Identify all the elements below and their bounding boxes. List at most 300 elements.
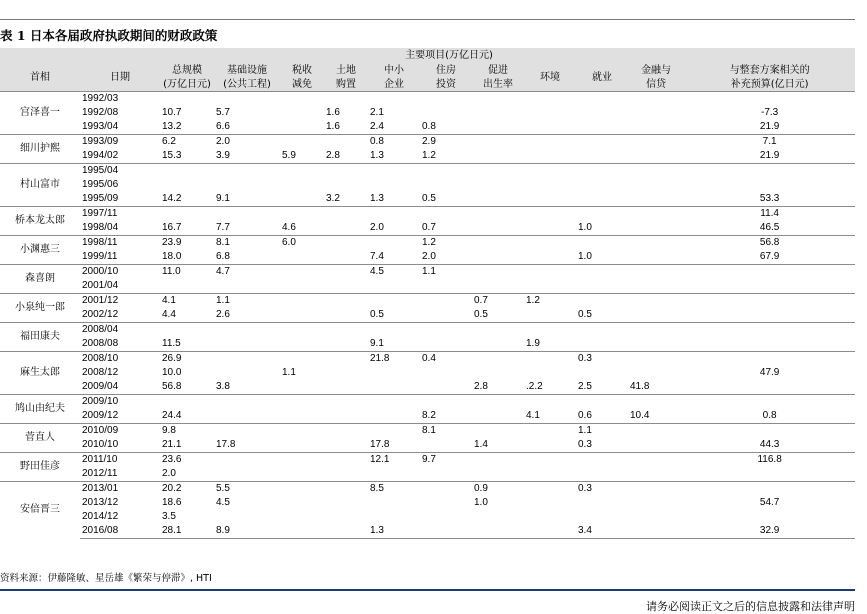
- value-cell: 9.8: [160, 424, 214, 439]
- pm-name-cell: 小泉纯一郎: [0, 294, 80, 323]
- value-cell: [576, 510, 628, 524]
- value-cell: [280, 424, 324, 439]
- value-cell: 4.1: [526, 410, 540, 421]
- table-caption: 表 1 日本各届政府执政期间的财政政策: [0, 28, 218, 43]
- value-cell: 1.3: [370, 150, 384, 161]
- value-cell: [420, 164, 472, 179]
- date-cell: 1997/11: [80, 207, 160, 222]
- value-cell: [160, 92, 214, 107]
- date-cell: 1992/08: [82, 107, 119, 118]
- date-cell: 2014/12: [82, 511, 119, 522]
- value-cell: 0.9: [472, 482, 524, 497]
- date-cell: 2009/10: [80, 395, 160, 410]
- date-header: 日期: [80, 63, 160, 92]
- value-cell: 1.2: [524, 294, 576, 309]
- table-body: [0, 92, 855, 539]
- value-cell: 13.2: [162, 121, 182, 132]
- value-cell: 0.8: [422, 121, 436, 132]
- value-cell: [214, 467, 280, 482]
- value-cell: 3.8: [216, 381, 230, 392]
- total-header: 总规模: [160, 63, 214, 77]
- value-cell: [576, 323, 628, 338]
- date-cell: 1995/04: [80, 164, 160, 179]
- value-cell: 0.5: [422, 193, 436, 204]
- value-cell: 9.1: [216, 193, 230, 204]
- value-cell: 6.6: [216, 121, 230, 132]
- tax-header-sub: 减免: [280, 77, 324, 92]
- value-cell: [576, 149, 628, 164]
- value-cell: [628, 366, 684, 380]
- value-cell: [280, 120, 324, 135]
- table-row: [0, 467, 855, 482]
- value-cell: [420, 366, 472, 380]
- value-cell: 4.7: [214, 265, 280, 280]
- value-cell: [628, 120, 684, 135]
- value-cell: 1.1: [576, 424, 628, 439]
- value-cell: [280, 337, 324, 352]
- value-cell: 17.8: [216, 439, 236, 450]
- value-cell: 3.5: [162, 511, 176, 522]
- date-cell: 2008/08: [82, 338, 119, 349]
- value-cell: [324, 467, 368, 482]
- pm-name-cell: 野田佳彦: [0, 453, 80, 482]
- value-cell: 0.5: [578, 309, 592, 320]
- value-cell: 1.4: [474, 439, 488, 450]
- value-cell: [524, 323, 576, 338]
- value-cell: [280, 178, 324, 192]
- value-cell: [684, 265, 855, 280]
- value-cell: [472, 453, 524, 468]
- tax-header: 税收: [280, 63, 324, 77]
- value-cell: [280, 395, 324, 410]
- value-cell: [472, 279, 524, 294]
- table-row: [0, 366, 855, 380]
- value-cell: [576, 337, 628, 352]
- value-cell: [324, 265, 368, 280]
- total-header-unit: (万亿日元): [160, 77, 214, 92]
- date-cell: 2011/10: [80, 453, 160, 468]
- date-cell: 1993/09: [80, 135, 160, 150]
- value-cell: [160, 395, 214, 410]
- table-row: [0, 510, 855, 524]
- pm-header: 首相: [0, 63, 80, 92]
- value-cell: [214, 323, 280, 338]
- value-cell: [576, 120, 628, 135]
- table-row: [0, 164, 855, 179]
- value-cell: 32.9: [684, 524, 855, 539]
- value-cell: [524, 366, 576, 380]
- value-cell: 1.1: [282, 367, 296, 378]
- value-cell: [472, 178, 524, 192]
- value-cell: [420, 308, 472, 323]
- value-cell: [524, 236, 576, 251]
- date-cell: 2010/10: [82, 439, 119, 450]
- value-cell: [368, 395, 420, 410]
- value-cell: [324, 482, 368, 497]
- date-cell: 1998/11: [80, 236, 160, 251]
- value-cell: [524, 524, 576, 539]
- table-row: [0, 294, 855, 309]
- value-cell: [324, 337, 368, 352]
- value-cell: [628, 207, 684, 222]
- value-cell: [628, 482, 684, 497]
- value-cell: [472, 164, 524, 179]
- value-cell: 7.7: [216, 222, 230, 233]
- value-cell: [280, 453, 324, 468]
- value-cell: 1.1: [420, 265, 472, 280]
- table-row: [0, 265, 855, 280]
- value-cell: [214, 207, 280, 222]
- value-cell: [524, 279, 576, 294]
- table-row: [0, 524, 855, 539]
- value-cell: [280, 524, 324, 539]
- value-cell: 1.6: [326, 121, 340, 132]
- table-row: [0, 380, 855, 395]
- value-cell: [628, 92, 684, 107]
- value-cell: 6.0: [280, 236, 324, 251]
- value-cell: [628, 221, 684, 236]
- value-cell: 47.9: [759, 367, 780, 378]
- value-cell: 8.5: [368, 482, 420, 497]
- sme-header-sub: 企业: [368, 77, 420, 92]
- value-cell: [628, 236, 684, 251]
- value-cell: 21.9: [759, 121, 780, 132]
- value-cell: [524, 496, 576, 510]
- value-cell: 9.7: [420, 453, 472, 468]
- value-cell: 2.0: [422, 251, 436, 262]
- value-cell: [524, 207, 576, 222]
- table-row: [0, 424, 855, 439]
- value-cell: [684, 178, 855, 192]
- value-cell: [214, 279, 280, 294]
- value-cell: 54.7: [759, 497, 780, 508]
- value-cell: [324, 366, 368, 380]
- value-cell: [214, 92, 280, 107]
- value-cell: [628, 279, 684, 294]
- value-cell: [214, 424, 280, 439]
- value-cell: [368, 279, 420, 294]
- value-cell: [368, 207, 420, 222]
- value-cell: [472, 409, 524, 424]
- birthrate-header-sub: 出生率: [472, 77, 524, 92]
- value-cell: [628, 337, 684, 352]
- date-cell: 1998/04: [82, 222, 119, 233]
- value-cell: [420, 380, 472, 395]
- value-cell: 17.8: [370, 439, 390, 450]
- value-cell: 1.2: [422, 150, 436, 161]
- value-cell: [324, 207, 368, 222]
- value-cell: [472, 221, 524, 236]
- value-cell: 6.2: [160, 135, 214, 150]
- table-row: [0, 178, 855, 192]
- housing-header: 住房: [420, 63, 472, 77]
- pm-name-cell: 桥本龙太郎: [0, 207, 80, 236]
- housing-header-sub: 投资: [420, 77, 472, 92]
- value-cell: [628, 294, 684, 309]
- infra-header-sub: (公共工程): [214, 77, 280, 92]
- value-cell: [324, 178, 368, 192]
- value-cell: [324, 395, 368, 410]
- disclaimer-note: 请务必阅读正文之后的信息披露和法律声明: [646, 600, 855, 613]
- date-cell: 1999/11: [82, 251, 118, 262]
- table-row: [0, 149, 855, 164]
- value-cell: 1.2: [420, 236, 472, 251]
- value-cell: [472, 92, 524, 107]
- value-cell: [472, 236, 524, 251]
- value-cell: [576, 467, 628, 482]
- value-cell: [684, 395, 855, 410]
- value-cell: 10.0: [162, 367, 182, 378]
- value-cell: [524, 106, 576, 120]
- date-cell: 1995/09: [82, 193, 119, 204]
- value-cell: [472, 366, 524, 380]
- value-cell: [420, 178, 472, 192]
- pm-name-cell: 村山富市: [0, 164, 80, 207]
- value-cell: [420, 496, 472, 510]
- value-cell: 11.0: [160, 265, 214, 280]
- table-row: [0, 221, 855, 236]
- value-cell: 2.0: [214, 135, 280, 150]
- value-cell: 1.0: [474, 497, 488, 508]
- value-cell: [160, 178, 214, 192]
- value-cell: 11.4: [684, 207, 855, 222]
- value-cell: [524, 135, 576, 150]
- value-cell: [280, 438, 324, 453]
- value-cell: [280, 279, 324, 294]
- value-cell: [280, 294, 324, 309]
- value-cell: 4.4: [162, 309, 176, 320]
- table-row: [0, 409, 855, 424]
- finance-header-sub: 信贷: [628, 77, 684, 92]
- value-cell: [160, 323, 214, 338]
- fiscal-policy-table: [0, 48, 855, 539]
- value-cell: 3.2: [326, 193, 340, 204]
- value-cell: 7.4: [370, 251, 384, 262]
- value-cell: [420, 294, 472, 309]
- date-cell: 2008/04: [80, 323, 160, 338]
- value-cell: [472, 265, 524, 280]
- value-cell: 56.8: [684, 236, 855, 251]
- value-cell: 0.3: [578, 439, 592, 450]
- value-cell: [368, 496, 420, 510]
- value-cell: 10.4: [630, 410, 650, 421]
- value-cell: [524, 149, 576, 164]
- value-cell: [524, 308, 576, 323]
- value-cell: 8.2: [422, 410, 436, 421]
- value-cell: [684, 424, 855, 439]
- value-cell: 20.2: [160, 482, 214, 497]
- table-row: [0, 120, 855, 135]
- value-cell: [576, 192, 628, 207]
- value-cell: [324, 323, 368, 338]
- value-cell: [628, 192, 684, 207]
- pm-name-cell: 菅直人: [0, 424, 80, 453]
- value-cell: [472, 395, 524, 410]
- value-cell: [628, 164, 684, 179]
- pm-name-cell: 鸠山由纪夫: [0, 395, 80, 424]
- pm-name-cell: 安倍晋三: [0, 482, 80, 539]
- value-cell: [368, 92, 420, 107]
- value-cell: [628, 265, 684, 280]
- value-cell: 4.5: [216, 497, 230, 508]
- value-cell: [214, 453, 280, 468]
- pm-name-cell: 细川护熙: [0, 135, 80, 164]
- value-cell: 21.1: [162, 439, 182, 450]
- value-cell: 12.1: [368, 453, 420, 468]
- value-cell: 1.3: [368, 524, 420, 539]
- value-cell: [420, 510, 472, 524]
- value-cell: [324, 236, 368, 251]
- date-cell: 1995/06: [82, 179, 119, 190]
- value-cell: 0.5: [474, 309, 488, 320]
- value-cell: [524, 265, 576, 280]
- value-cell: [214, 366, 280, 380]
- value-cell: [576, 265, 628, 280]
- value-cell: 5.5: [214, 482, 280, 497]
- value-cell: [628, 149, 684, 164]
- value-cell: [472, 135, 524, 150]
- table-row: [0, 496, 855, 510]
- value-cell: 41.8: [630, 381, 650, 392]
- date-cell: 2010/09: [80, 424, 160, 439]
- table-row: [0, 92, 855, 107]
- value-cell: [420, 438, 472, 453]
- value-cell: [324, 352, 368, 367]
- value-cell: [368, 380, 420, 395]
- date-cell: 2000/10: [80, 265, 160, 280]
- value-cell: [280, 409, 324, 424]
- value-cell: [420, 279, 472, 294]
- value-cell: [280, 467, 324, 482]
- pm-name-cell: 宫泽喜一: [0, 92, 80, 135]
- value-cell: [524, 438, 576, 453]
- value-cell: [472, 467, 524, 482]
- value-cell: [524, 120, 576, 135]
- value-cell: [576, 135, 628, 150]
- value-cell: 2.6: [216, 309, 230, 320]
- value-cell: 1.0: [578, 222, 592, 233]
- value-cell: 15.3: [162, 150, 182, 161]
- value-cell: 0.6: [578, 410, 592, 421]
- value-cell: 28.1: [160, 524, 214, 539]
- value-cell: [368, 424, 420, 439]
- value-cell: 1.3: [370, 193, 384, 204]
- table-row: [0, 308, 855, 323]
- value-cell: [214, 164, 280, 179]
- value-cell: [280, 92, 324, 107]
- value-cell: 56.8: [162, 381, 182, 392]
- value-cell: [280, 265, 324, 280]
- value-cell: [472, 352, 524, 367]
- table-row: [0, 250, 855, 265]
- value-cell: 3.9: [216, 150, 230, 161]
- value-cell: [324, 308, 368, 323]
- value-cell: 2.8: [474, 381, 488, 392]
- value-cell: [420, 92, 472, 107]
- value-cell: [324, 496, 368, 510]
- value-cell: [368, 323, 420, 338]
- date-cell: 2008/10: [80, 352, 160, 367]
- value-cell: 11.5: [162, 338, 181, 349]
- value-cell: 1.9: [526, 338, 540, 349]
- value-cell: [368, 510, 420, 524]
- value-cell: [368, 409, 420, 424]
- value-cell: 4.1: [160, 294, 214, 309]
- pm-name-cell: 麻生太郎: [0, 352, 80, 395]
- sme-header: 中小: [368, 63, 420, 77]
- value-cell: [368, 236, 420, 251]
- value-cell: 5.9: [282, 150, 296, 161]
- value-cell: [280, 106, 324, 120]
- value-cell: [472, 524, 524, 539]
- employment-header: 就业: [576, 63, 628, 92]
- value-cell: 2.8: [326, 150, 340, 161]
- date-cell: 2009/04: [82, 381, 119, 392]
- table-row: [0, 395, 855, 410]
- value-cell: 0.8: [368, 135, 420, 150]
- top-rule: [0, 19, 855, 20]
- value-cell: [324, 92, 368, 107]
- value-cell: [524, 192, 576, 207]
- value-cell: [684, 294, 855, 309]
- value-cell: [160, 164, 214, 179]
- value-cell: [420, 482, 472, 497]
- value-cell: [420, 337, 472, 352]
- value-cell: [628, 323, 684, 338]
- value-cell: [214, 178, 280, 192]
- value-cell: [324, 294, 368, 309]
- value-cell: [324, 250, 368, 265]
- value-cell: [472, 510, 524, 524]
- value-cell: [524, 482, 576, 497]
- table-row: [0, 352, 855, 367]
- value-cell: 2.9: [420, 135, 472, 150]
- date-cell: 2012/11: [82, 468, 118, 479]
- value-cell: [628, 395, 684, 410]
- value-cell: [160, 207, 214, 222]
- finance-header: 金融与: [628, 63, 684, 77]
- value-cell: [576, 366, 628, 380]
- value-cell: 8.1: [214, 236, 280, 251]
- table-row: [0, 192, 855, 207]
- value-cell: [214, 510, 280, 524]
- value-cell: [472, 250, 524, 265]
- value-cell: [368, 178, 420, 192]
- table-row: [0, 438, 855, 453]
- value-cell: [280, 510, 324, 524]
- value-cell: [324, 453, 368, 468]
- value-cell: 116.8: [684, 453, 855, 468]
- value-cell: [280, 323, 324, 338]
- pm-name-cell: 福田康夫: [0, 323, 80, 352]
- value-cell: [524, 164, 576, 179]
- infra-header: 基础设施: [214, 63, 280, 77]
- value-cell: 2.1: [370, 107, 384, 118]
- value-cell: 8.9: [214, 524, 280, 539]
- environment-header: 环境: [524, 63, 576, 92]
- date-cell: 2002/12: [82, 309, 119, 320]
- value-cell: [324, 135, 368, 150]
- value-cell: [280, 352, 324, 367]
- value-cell: [628, 178, 684, 192]
- date-cell: 1992/03: [80, 92, 160, 107]
- table-row: [0, 106, 855, 120]
- value-cell: 4.5: [368, 265, 420, 280]
- table-row: [0, 323, 855, 338]
- date-cell: 2013/01: [80, 482, 160, 497]
- source-note: 资料来源：伊藤隆敏、星岳雄《繁荣与停滞》, HTI: [0, 573, 212, 584]
- value-cell: 0.3: [576, 482, 628, 497]
